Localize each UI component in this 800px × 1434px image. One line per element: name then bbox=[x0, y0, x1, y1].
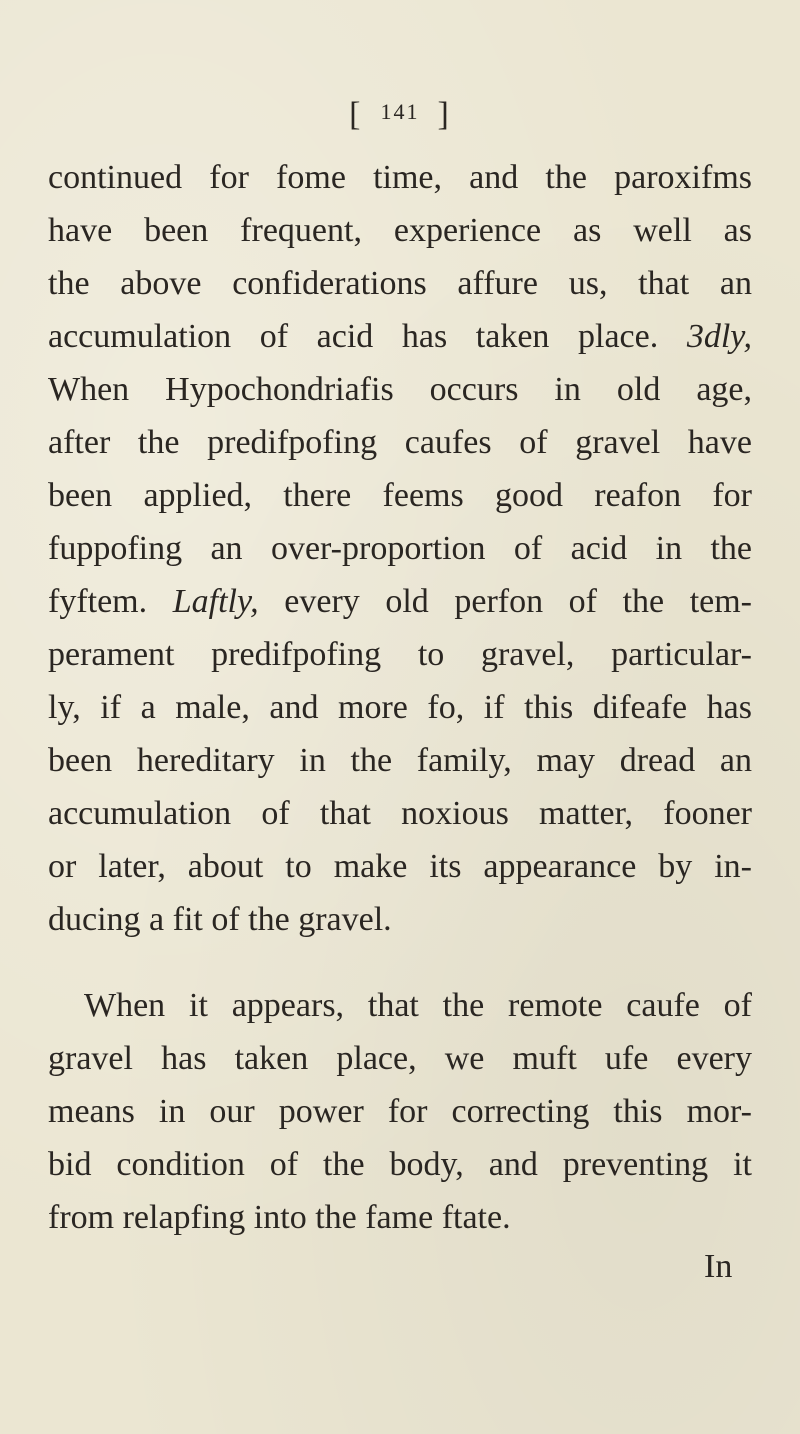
page-header bbox=[0, 96, 800, 134]
header-bracket-open: [ bbox=[349, 96, 363, 133]
text-line: accumulation of that noxious matter, fooner bbox=[48, 795, 752, 832]
text-line: ducing a fit of the gravel. bbox=[48, 901, 392, 938]
catchword: In bbox=[704, 1248, 733, 1285]
text-line: ly, if a male, and more fo, if this difeafe has bbox=[48, 689, 752, 726]
page-number: 141 bbox=[380, 99, 420, 124]
text-line: or later, about to make its appearance by in- bbox=[48, 848, 752, 885]
text-line: fuppofing an over-proportion of acid in the bbox=[48, 530, 752, 567]
text-line: been hereditary in the family, may dread an bbox=[48, 742, 752, 779]
text-line: gravel has taken place, we muft ufe every bbox=[48, 1040, 752, 1077]
text-line: from relapfing into the fame ftate. bbox=[48, 1199, 511, 1236]
text-line: perament predifpofing to gravel, particular- bbox=[48, 636, 752, 673]
header-bracket-close: ] bbox=[437, 96, 451, 133]
text-line: When Hypochondriafis occurs in old age, bbox=[48, 371, 752, 408]
text-line: When it appears, that the remote caufe of bbox=[84, 987, 752, 1024]
text-line: continued for fome time, and the paroxifms bbox=[48, 159, 752, 196]
text-line: have been frequent, experience as well as bbox=[48, 212, 752, 249]
text-line: means in our power for correcting this mor- bbox=[48, 1093, 752, 1130]
text-line: fyftem. Laftly, every old perfon of the tem- bbox=[48, 583, 752, 620]
text-line: accumulation of acid has taken place. 3dly, bbox=[48, 318, 752, 355]
text-line: bid condition of the body, and preventing it bbox=[48, 1146, 752, 1183]
text-line: after the predifpofing caufes of gravel have bbox=[48, 424, 752, 461]
text-line: the above confiderations affure us, that an bbox=[48, 265, 752, 302]
text-line: been applied, there feems good reafon for bbox=[48, 477, 752, 514]
